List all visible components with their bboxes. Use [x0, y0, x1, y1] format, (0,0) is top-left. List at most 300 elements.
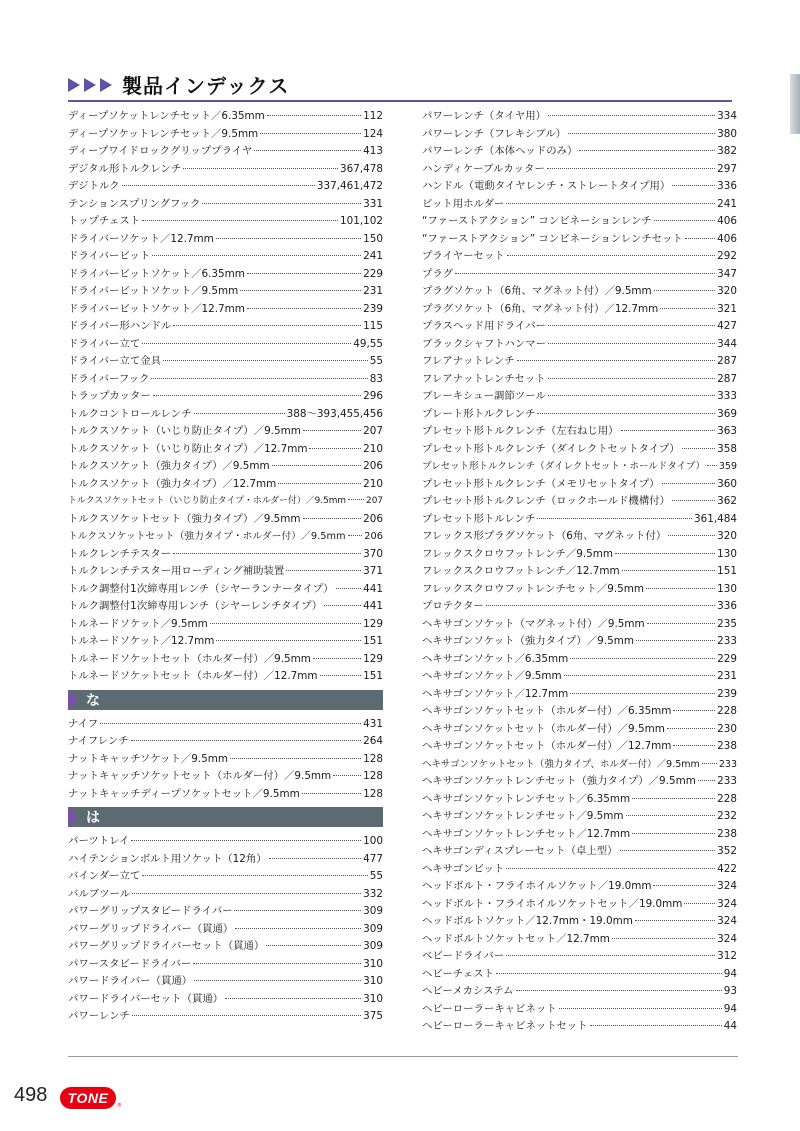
index-entry	[68, 546, 383, 564]
entry-page: 93	[723, 985, 737, 997]
leader-dots	[348, 535, 363, 536]
index-entry	[68, 126, 383, 144]
entry-page: 228	[717, 792, 737, 805]
index-entry	[68, 633, 383, 651]
entry-page: 124	[363, 127, 383, 140]
entry-page: 206	[363, 460, 383, 472]
leader-dots	[131, 840, 361, 841]
entry-name: ヘキサゴンソケット／12.7mm	[422, 687, 569, 700]
entry-name: フレアナットレンチ	[422, 355, 515, 367]
entry-name: プレート形トルクレンチ	[422, 407, 536, 420]
entry-name: デジタル形トルクレンチ	[68, 162, 182, 175]
entry-page: 233	[717, 635, 737, 647]
index-entry	[422, 983, 737, 1001]
entry-page: 367,478	[340, 162, 383, 175]
leader-dots	[621, 430, 716, 431]
leader-dots	[636, 640, 715, 641]
leader-dots	[646, 588, 715, 589]
entry-page: 129	[363, 617, 383, 630]
leader-dots	[302, 793, 361, 794]
entry-name: トルクスソケットセット（いじり防止タイプ・ホルダー付）／9.5mm	[68, 496, 347, 506]
entry-name: フレックスクロウフットレンチ／12.7mm	[422, 565, 620, 577]
entry-name: トルネードソケット／9.5mm	[68, 617, 208, 630]
entry-page: 352	[717, 845, 737, 857]
entry-page: 112	[363, 110, 383, 122]
index-column-right	[422, 108, 737, 1036]
entry-name: プレセット形トルクレンチ（左右ねじ用）	[422, 425, 619, 437]
index-entry	[422, 721, 737, 739]
logo-text: TONE	[67, 1090, 109, 1106]
entry-page: 94	[723, 1002, 737, 1015]
entry-name: ヘキサゴンソケット／9.5mm	[422, 670, 562, 682]
entry-page: 406	[717, 215, 737, 227]
index-entry	[68, 266, 383, 284]
leader-dots	[348, 499, 364, 500]
page-title: 製品インデックス	[122, 74, 290, 98]
index-entry	[68, 751, 383, 769]
index-entry	[422, 686, 737, 704]
leader-dots	[684, 903, 715, 904]
leader-dots	[516, 990, 722, 991]
leader-dots	[702, 763, 717, 764]
leader-dots	[455, 273, 715, 274]
edge-tab	[790, 74, 800, 134]
entry-name: ドライバーソケット／12.7mm	[68, 232, 214, 245]
leader-dots	[559, 1008, 722, 1009]
leader-dots	[173, 325, 361, 326]
entry-name: ベビードライバー	[422, 950, 505, 962]
entry-page: 441	[363, 600, 383, 612]
index-entry	[422, 231, 737, 249]
leader-dots	[672, 185, 715, 186]
entry-name: パワーレンチ（フレキシブル）	[422, 127, 567, 140]
header-divider	[68, 100, 732, 102]
entry-page: 363	[717, 425, 737, 437]
entry-page: 233	[718, 758, 737, 770]
index-entry	[68, 231, 383, 249]
entry-name: ドライバービットソケット／6.35mm	[68, 267, 245, 280]
entry-name: トルク調整付1次締専用レンチ（シヤーレンチタイプ）	[68, 600, 323, 612]
entry-name: ドライバービット	[68, 250, 151, 262]
leader-dots	[230, 758, 361, 759]
entry-page: 130	[717, 582, 737, 595]
index-entry	[68, 336, 383, 354]
index-entry	[422, 108, 737, 126]
leader-dots	[548, 378, 716, 379]
leader-dots	[278, 483, 361, 484]
index-column-left	[68, 108, 383, 1026]
index-entry	[422, 388, 737, 406]
entry-name: ヘッドボルトソケット／12.7mm・19.0mm	[422, 915, 633, 927]
page-header	[68, 70, 289, 99]
index-entry	[68, 1008, 383, 1026]
index-entry	[68, 786, 383, 804]
entry-name: トルクスソケット（いじり防止タイプ）／12.7mm	[68, 442, 308, 455]
entry-name: パワーグリップドライバー（貫通）	[68, 922, 234, 935]
leader-dots	[202, 203, 361, 204]
index-entry	[422, 966, 737, 984]
index-entry	[422, 318, 737, 336]
entry-name: ヘキサゴンソケットレンチセット／6.35mm	[422, 792, 631, 805]
index-entry	[68, 581, 383, 599]
entry-page: 441	[363, 582, 383, 595]
entry-name: ヘビーローラーキャビネットセット	[422, 1020, 588, 1032]
leader-dots	[673, 710, 715, 711]
entry-name: トラップカッター	[68, 390, 151, 402]
index-entry	[422, 738, 737, 756]
arrow-icon	[100, 78, 112, 92]
entry-page: 100	[363, 835, 383, 847]
index-entry	[422, 458, 737, 476]
entry-page: 371	[363, 565, 383, 577]
entry-name: トルネードソケットセット（ホルダー付）／12.7mm	[68, 670, 318, 682]
leader-dots	[590, 1025, 722, 1026]
leader-dots	[151, 378, 367, 379]
leader-dots	[333, 775, 361, 776]
leader-dots	[632, 833, 715, 834]
entry-name: プラグソケット（6角、マグネット付）／12.7mm	[422, 302, 659, 315]
leader-dots	[506, 203, 715, 204]
entry-page: 210	[363, 442, 383, 455]
leader-dots	[100, 723, 361, 724]
arrow-icon	[68, 78, 80, 92]
section-marker-icon	[68, 807, 77, 827]
entry-page: 320	[717, 285, 737, 297]
leader-dots	[324, 605, 361, 606]
index-entry	[422, 563, 737, 581]
entry-page: 332	[363, 887, 383, 900]
entry-page: 239	[717, 687, 737, 700]
entry-name: プロテクター	[422, 600, 484, 612]
leader-dots	[235, 928, 361, 929]
index-entry	[68, 868, 383, 886]
index-entry	[422, 598, 737, 616]
arrow-icon	[84, 78, 96, 92]
index-entry	[68, 651, 383, 669]
registered-mark: ®	[117, 1103, 122, 1109]
leader-dots	[654, 220, 715, 221]
entry-name: デジトルク	[68, 180, 120, 192]
leader-dots	[336, 588, 362, 589]
entry-name: ドライバービットソケット／9.5mm	[68, 285, 239, 297]
leader-dots	[626, 815, 716, 816]
index-entry	[68, 886, 383, 904]
entry-name: プライヤーセット	[422, 250, 505, 262]
leader-dots	[247, 273, 361, 274]
leader-dots	[240, 290, 361, 291]
entry-name: トルクスソケットセット（強力タイプ）／9.5mm	[68, 512, 301, 525]
entry-page: 380	[717, 127, 737, 140]
entry-name: テンションスプリングフック	[68, 197, 201, 210]
entry-name: プレセット形トルクレンチ（ダイレクトセットタイプ）	[422, 442, 680, 455]
leader-dots	[653, 885, 715, 886]
leader-dots	[183, 168, 338, 169]
entry-page: 228	[717, 705, 737, 717]
entry-page: 431	[363, 717, 383, 730]
index-entry	[68, 668, 383, 686]
entry-page: 55	[369, 355, 383, 367]
entry-name: パワーレンチ（本体ヘッドのみ）	[422, 145, 578, 157]
entry-name: ブラックシャフトハンマー	[422, 337, 547, 350]
entry-name: ヘビーメカシステム	[422, 985, 514, 997]
entry-page: 382	[717, 145, 737, 157]
entry-name: フレックスクロウフットレンチセット／9.5mm	[422, 582, 644, 595]
entry-name: ディープソケットレンチセット／6.35mm	[68, 110, 265, 122]
index-entry	[68, 991, 383, 1009]
entry-page: 310	[363, 992, 383, 1005]
entry-page: 310	[363, 975, 383, 987]
leader-dots	[216, 238, 361, 239]
section-header	[68, 690, 383, 710]
entry-page: 324	[717, 915, 737, 927]
entry-page: 115	[363, 320, 383, 332]
index-entry	[68, 616, 383, 634]
index-entry	[422, 161, 737, 179]
entry-page: 413	[363, 145, 383, 157]
index-entry	[68, 388, 383, 406]
leader-dots	[672, 500, 715, 501]
index-entry	[68, 196, 383, 214]
entry-name: トルクスソケット（強力タイプ）／12.7mm	[68, 477, 277, 490]
leader-dots	[548, 395, 715, 396]
entry-name: トルクレンチテスター	[68, 547, 172, 560]
index-entry	[422, 791, 737, 809]
index-entry	[68, 938, 383, 956]
index-entry	[68, 108, 383, 126]
entry-name: ブレーキシュー調節ツール	[422, 390, 546, 402]
entry-name: ナットキャッチソケット／9.5mm	[68, 752, 228, 765]
leader-dots	[506, 955, 715, 956]
entry-name: “ファーストアクション” コンビネーションレンチセット	[422, 232, 683, 245]
entry-page: 49,55	[353, 337, 383, 350]
entry-name: ナットキャッチディープソケットセット／9.5mm	[68, 787, 300, 800]
leader-dots	[507, 255, 716, 256]
entry-page: 238	[717, 740, 737, 752]
leader-dots	[131, 740, 362, 741]
entry-name: ヘキサゴンソケット（マグネット付）／9.5mm	[422, 617, 645, 630]
entry-name: プラグソケット（6角、マグネット付）／9.5mm	[422, 285, 652, 297]
entry-page: 324	[717, 897, 737, 910]
leader-dots	[303, 518, 362, 519]
leader-dots	[486, 605, 715, 606]
index-entry	[68, 143, 383, 161]
entry-name: ヘキサゴンソケットセット（ホルダー付）／12.7mm	[422, 740, 672, 752]
index-entry	[68, 301, 383, 319]
index-entry	[422, 896, 737, 914]
index-entry	[422, 808, 737, 826]
entry-page: 347	[717, 267, 737, 280]
index-entry	[68, 598, 383, 616]
entry-page: 324	[717, 932, 737, 945]
index-entry	[422, 616, 737, 634]
entry-page: 207	[366, 496, 383, 506]
index-entry	[422, 511, 737, 529]
entry-page: 128	[363, 770, 383, 782]
entry-name: ハイテンションボルト用ソケット（12角）	[68, 852, 267, 865]
leader-dots	[194, 980, 361, 981]
leader-dots	[216, 640, 361, 641]
entry-page: 207	[363, 425, 383, 437]
index-entry	[422, 196, 737, 214]
entry-page: 206	[364, 531, 383, 542]
index-entry	[422, 493, 737, 511]
index-entry	[422, 476, 737, 494]
entry-name: トルクスソケット（強力タイプ）／9.5mm	[68, 460, 270, 472]
entry-name: ヘキサゴンソケットレンチセット（強力タイプ）／9.5mm	[422, 775, 696, 787]
entry-page: 229	[363, 267, 383, 280]
entry-page: 336	[717, 180, 737, 192]
entry-page: 210	[363, 477, 383, 490]
index-entry	[422, 353, 737, 371]
leader-dots	[568, 133, 715, 134]
entry-page: 427	[717, 320, 737, 332]
entry-page: 128	[363, 787, 383, 800]
entry-name: ヘッドボルトソケットセット／12.7mm	[422, 932, 610, 945]
leader-dots	[286, 570, 361, 571]
entry-page: 337,461,472	[316, 180, 383, 192]
leader-dots	[269, 858, 362, 859]
leader-dots	[152, 255, 361, 256]
leader-dots	[506, 868, 715, 869]
entry-page: 129	[363, 652, 383, 665]
section-label: な	[86, 692, 100, 709]
entry-name: パワーグリップドライバーセット（貫通）	[68, 940, 265, 952]
index-entry	[422, 266, 737, 284]
leader-dots	[309, 448, 361, 449]
entry-name: ドライバー形ハンドル	[68, 320, 172, 332]
leader-dots	[517, 360, 716, 361]
index-entry	[68, 563, 383, 581]
leader-dots	[632, 798, 715, 799]
leader-dots	[122, 185, 315, 186]
entry-page: 151	[363, 635, 383, 647]
index-entry	[68, 353, 383, 371]
entry-page: 287	[717, 372, 737, 385]
index-entry	[68, 318, 383, 336]
index-entry	[422, 528, 737, 546]
entry-page: 239	[363, 302, 383, 315]
entry-page: 151	[363, 670, 383, 682]
index-entry	[422, 423, 737, 441]
entry-page: 297	[717, 162, 737, 175]
leader-dots	[647, 623, 716, 624]
index-entry	[422, 406, 737, 424]
entry-name: ヘキサゴンソケットセット（ホルダー付）／6.35mm	[422, 705, 672, 717]
leader-dots	[153, 395, 361, 396]
index-entry	[68, 213, 383, 231]
entry-page: 388～393,455,456	[286, 407, 383, 420]
entry-name: バインダー立て	[68, 870, 141, 882]
index-entry	[68, 248, 383, 266]
entry-name: ヘッドボルト・フライホイルソケットセット／19.0mm	[422, 897, 683, 910]
index-entry	[422, 773, 737, 791]
entry-page: 151	[717, 565, 737, 577]
index-entry	[68, 716, 383, 734]
index-entry	[422, 703, 737, 721]
index-entry	[68, 493, 383, 511]
index-entry	[68, 768, 383, 786]
leader-dots	[654, 290, 715, 291]
entry-name: ヘキサゴンディスプレーセット（卓上型）	[422, 845, 618, 857]
index-entry	[422, 843, 737, 861]
entry-page: 370	[363, 547, 383, 560]
index-entry	[422, 931, 737, 949]
entry-name: ヘキサゴンソケットセット（ホルダー付）／9.5mm	[422, 722, 665, 735]
entry-name: ヘキサゴンビット	[422, 862, 505, 875]
entry-name: プレセット形トルクレンチ（メモリセットタイプ）	[422, 477, 660, 490]
entry-name: パワースタビードライバー	[68, 957, 192, 970]
entry-name: トルネードソケットセット（ホルダー付）／9.5mm	[68, 652, 311, 665]
index-entry	[68, 511, 383, 529]
entry-name: ヘキサゴンソケット／6.35mm	[422, 652, 569, 665]
index-entry	[422, 283, 737, 301]
index-entry	[68, 458, 383, 476]
index-entry	[422, 633, 737, 651]
entry-name: パワーレンチ	[68, 1010, 130, 1022]
entry-name: ドライバー立て金具	[68, 355, 161, 367]
leader-dots	[707, 465, 717, 466]
entry-page: 369	[717, 407, 737, 420]
entry-page: 296	[363, 390, 383, 402]
leader-dots	[615, 553, 715, 554]
entry-page: 292	[717, 250, 737, 262]
entry-page: 94	[723, 967, 737, 980]
entry-page: 375	[363, 1010, 383, 1022]
leader-dots	[698, 780, 715, 781]
entry-name: トルク調整付1次締専用レンチ（シヤーランナータイプ）	[68, 582, 334, 595]
entry-page: 241	[717, 197, 737, 210]
entry-page: 333	[717, 390, 737, 402]
leader-dots	[163, 360, 368, 361]
leader-dots	[313, 658, 361, 659]
entry-page: 359	[718, 461, 737, 472]
index-entry	[68, 476, 383, 494]
entry-page: 358	[717, 442, 737, 455]
entry-page: 477	[363, 852, 383, 865]
entry-page: 130	[717, 547, 737, 560]
entry-page: 233	[717, 775, 737, 787]
index-entry	[422, 178, 737, 196]
section-marker-icon	[68, 690, 77, 710]
index-entry	[68, 161, 383, 179]
leader-dots	[303, 430, 361, 431]
leader-dots	[564, 675, 716, 676]
entry-name: ヘビーローラーキャビネット	[422, 1002, 557, 1015]
leader-dots	[247, 308, 361, 309]
entry-name: ヘッドボルト・フライホイルソケット／19.0mm	[422, 880, 652, 892]
leader-dots	[254, 150, 361, 151]
leader-dots	[173, 553, 361, 554]
entry-name: ヘキサゴンソケット（強力タイプ）／9.5mm	[422, 635, 634, 647]
leader-dots	[570, 693, 715, 694]
index-entry	[422, 248, 737, 266]
index-entry	[68, 833, 383, 851]
index-entry	[422, 826, 737, 844]
leader-dots	[547, 168, 715, 169]
leader-dots	[685, 238, 715, 239]
leader-dots	[548, 343, 715, 344]
index-entry	[68, 423, 383, 441]
leader-dots	[579, 150, 715, 151]
entry-name: ナイフレンチ	[68, 735, 129, 747]
entry-page: 101,102	[340, 215, 383, 227]
leader-dots	[266, 945, 361, 946]
leader-dots	[548, 325, 715, 326]
footer-divider	[68, 1056, 738, 1057]
page-number: 498	[14, 1084, 48, 1106]
leader-dots	[225, 998, 361, 999]
index-entry	[68, 371, 383, 389]
